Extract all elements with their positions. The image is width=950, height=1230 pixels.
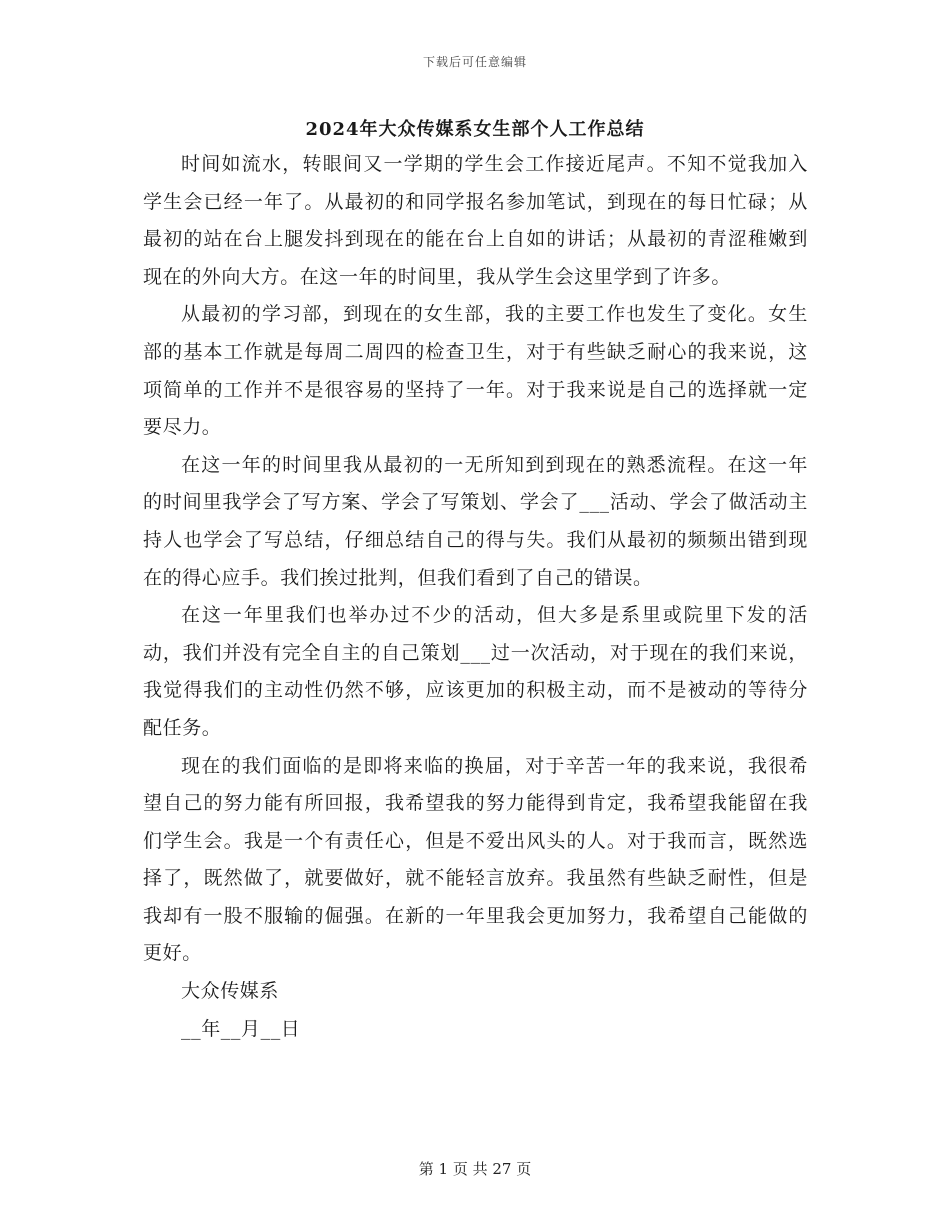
paragraph: 从最初的学习部，到现在的女生部，我的主要工作也发生了变化。女生部的基本工作就是每周二周四的检查卫生，对于有些缺乏耐心的我来说，这项简单的工作并不是很容易的坚持了一年。对于我来说是自己的选择就一定要尽力。 bbox=[143, 303, 808, 439]
paragraph: 在这一年里我们也举办过不少的活动，但大多是系里或院里下发的活动，我们并没有完全自主的自己策划___过一次活动，对于现在的我们来说，我觉得我们的主动性仍然不够，应该更加的积极主动，而不是被动的等待分配任务。 bbox=[143, 604, 808, 739]
header-note: 下载后可任意编辑 bbox=[422, 55, 527, 69]
signature: 大众传媒系 bbox=[181, 980, 280, 1003]
paragraph: 时间如流水，转眼间又一学期的学生会工作接近尾声。不知不觉我加入学生会已经一年了。从最初的和同学报名参加笔试，到现在的每日忙碌；从最初的站在台上腿发抖到现在的能在台上自如的讲话；从最初的青涩稚嫩到现在的外向大方。在这一年的时间里，我从学生会这里学到了许多。 bbox=[143, 153, 808, 288]
paragraph: 在这一年的时间里我从最初的一无所知到到现在的熟悉流程。在这一年的时间里我学会了写方案、学会了写策划、学会了___活动、学会了做活动主持人也学会了写总结，仔细总结自己的得与失。我们从最初的频频出错到现在的得心应手。我们挨过批判，但我们看到了自己的错误。 bbox=[143, 453, 808, 589]
date-line: __年__月__日 bbox=[181, 1017, 301, 1040]
document-title: 2024年大众传媒系女生部个人工作总结 bbox=[305, 119, 645, 140]
paragraph: 现在的我们面临的是即将来临的换届，对于辛苦一年的我来说，我很希望自己的努力能有所回报，我希望我的努力能得到肯定，我希望我能留在我们学生会。我是一个有责任心，但是不爱出风头的人。对于我而言，既然选择了，既然做了，就要做好，就不能轻言放弃。我虽然有些缺乏耐性，但是我却有一股不服输的倔强。在新的一年里我会更加努力，我希望自己能做的更好。 bbox=[143, 754, 808, 965]
page-number: 第 1 页 共 27 页 bbox=[418, 1160, 532, 1178]
document-body bbox=[143, 146, 808, 1048]
